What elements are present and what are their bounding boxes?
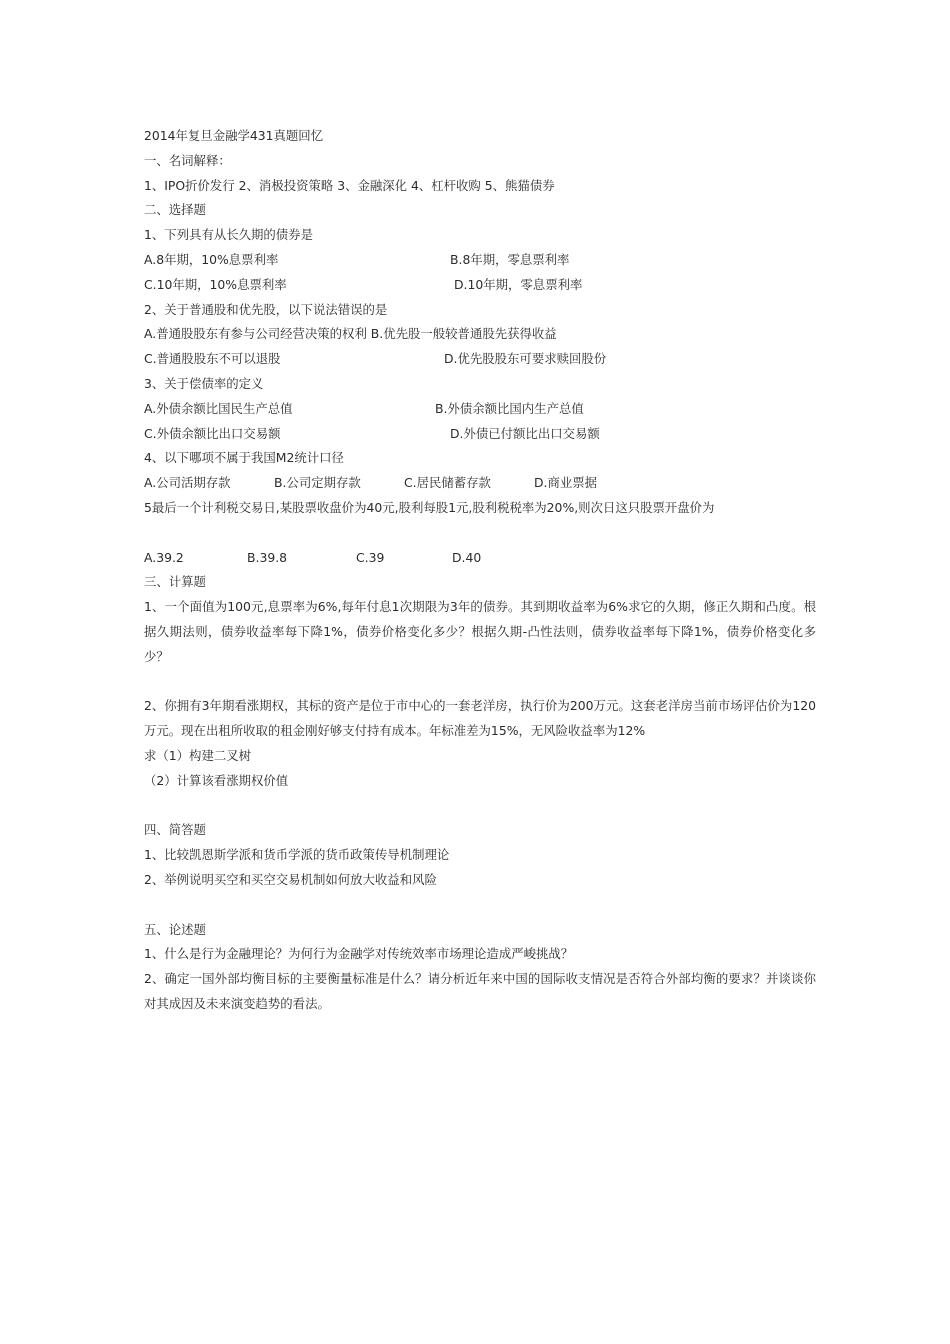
q2-5-options <box>144 546 824 571</box>
q2-1-options-cd <box>144 273 824 298</box>
q2-4-stem: 4、以下哪项不属于我国M2统计口径 <box>144 450 344 466</box>
q2-5-option-d: D.40 <box>452 549 482 565</box>
q4-1-text: 1、比较凯恩斯学派和货币学派的货币政策传导机制理论 <box>144 847 450 863</box>
blank-line <box>144 521 824 546</box>
q5-1-text: 1、什么是行为金融理论？为何行为金融学对传统效率市场理论造成严峻挑战？ <box>144 946 574 962</box>
q2-4-option-d: D.商业票据 <box>534 475 598 491</box>
q2-1-option-a: A.8年期，10%息票利率 <box>144 251 279 267</box>
q2-1-options-ab <box>144 248 824 273</box>
q2-5-stem: 5最后一个计利税交易日,某股票收盘价为40元,股利每股1元,股利税税率为20%,则次日这只股票开盘价为 <box>144 499 715 515</box>
section-2-heading: 二、选择题 <box>144 202 206 218</box>
q2-3-option-b: B.外债余额比国内生产总值 <box>435 400 584 416</box>
q2-3-option-c: C.外债余额比出口交易额 <box>144 425 281 441</box>
section-3-heading: 三、计算题 <box>144 574 206 590</box>
q2-4-option-b: B.公司定期存款 <box>274 475 361 491</box>
q3-1-text: 1、一个面值为100元,息票率为6%,每年付息1次期限为3年的债券。其到期收益率为6%求它的久期，修正久期和凸度。根据久期法则，债券收益率每下降1%，债券价格变化多少？根据久期-凸性法则，债券收益率每下降1%，债券价格变化多少？ <box>144 599 816 664</box>
section-1-heading: 一、名词解释： <box>144 152 231 168</box>
section-1-terms: 1、IPO折价发行 2、消极投资策略 3、金融深化 4、杠杆收购 5、熊猫债券 <box>144 177 555 193</box>
blank-line <box>144 794 824 819</box>
q3-2-part-1: 求（1）构建二叉树 <box>144 747 252 763</box>
q2-1-option-d: D.10年期，零息票利率 <box>454 276 583 292</box>
q2-3-options-ab <box>144 397 824 422</box>
q2-2-options-cd <box>144 347 824 372</box>
q3-2-text: 2、你拥有3年期看涨期权，其标的资产是位于市中心的一套老洋房，执行价为200万元。这套老洋房当前市场评估价为120万元。现在出租所收取的租金刚好够支付持有成本。年标准差为15%，无风险收益率为12% <box>144 698 816 739</box>
q2-1-option-c: C.10年期，10%息票利率 <box>144 276 287 292</box>
q2-1-stem: 1、下列具有从长久期的债券是 <box>144 227 313 243</box>
document-page <box>144 124 824 1017</box>
q2-5-option-a: A.39.2 <box>144 549 184 565</box>
q2-3-option-a: A.外债余额比国民生产总值 <box>144 400 293 416</box>
q2-2-option-c: C.普通股股东不可以退股 <box>144 351 281 367</box>
q2-2-option-d: D.优先股股东可要求赎回股份 <box>444 351 607 367</box>
q2-3-stem: 3、关于偿债率的定义 <box>144 375 264 391</box>
q2-4-options <box>144 471 824 496</box>
q5-2-text: 2、确定一国外部均衡目标的主要衡量标准是什么？请分析近年来中国的国际收支情况是否符合外部均衡的要求？并谈谈你对其成因及未来演变趋势的看法。 <box>144 971 816 1011</box>
q2-4-option-a: A.公司活期存款 <box>144 475 231 491</box>
q4-2-text: 2、举例说明买空和买空交易机制如何放大收益和风险 <box>144 871 437 887</box>
q2-2-stem: 2、关于普通股和优先股，以下说法错误的是 <box>144 301 388 317</box>
q2-3-options-cd <box>144 422 824 447</box>
blank-line <box>144 893 824 918</box>
section-5-heading: 五、论述题 <box>144 921 206 937</box>
q2-5-option-b: B.39.8 <box>247 549 288 565</box>
q2-1-option-b: B.8年期，零息票利率 <box>450 251 570 267</box>
section-4-heading: 四、简答题 <box>144 822 206 838</box>
q2-3-option-d: D.外债已付额比出口交易额 <box>450 425 600 441</box>
q2-5-option-c: C.39 <box>356 549 385 565</box>
q3-2-part-2: （2）计算该看涨期权价值 <box>144 772 289 788</box>
q2-2-options-ab: A.普通股股东有参与公司经营决策的权利 B.优先股一般较普通股先获得收益 <box>144 326 557 342</box>
q2-4-option-c: C.居民储蓄存款 <box>404 475 491 491</box>
blank-line <box>144 670 824 695</box>
document-title: 2014年复旦金融学431真题回忆 <box>144 128 324 143</box>
